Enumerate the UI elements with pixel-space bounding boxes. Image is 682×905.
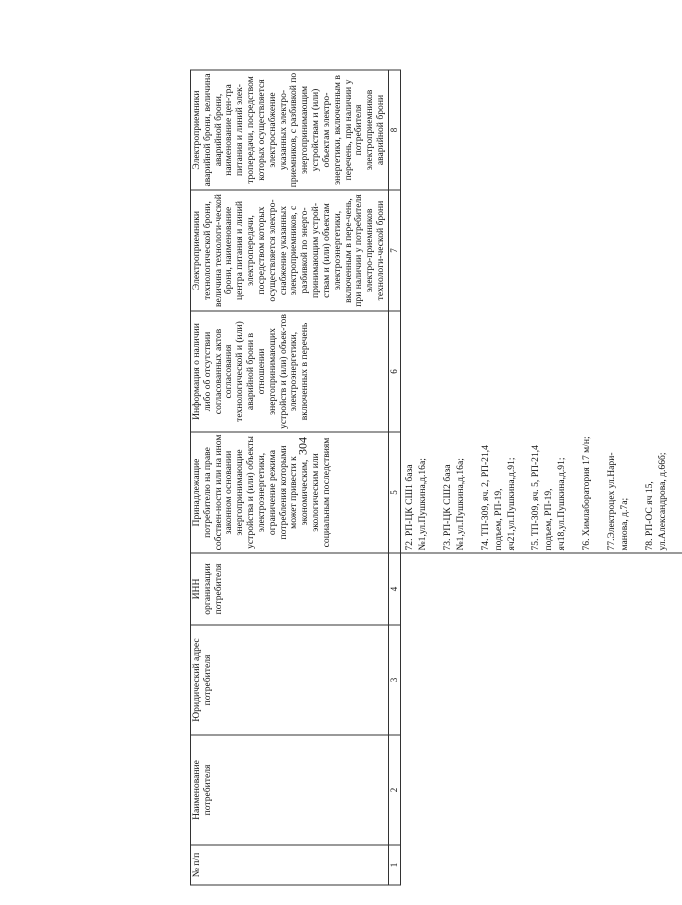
header-cell: Информация о наличии либо об отсутствии согласованных актов согласования технологической и (или) аварийной брони в отношении энергопринимающих устройств и (или) объек-тов электроэнергетики, включенных в перечень xyxy=(191,311,389,432)
consumer-table xyxy=(190,70,682,886)
column-number: 7 xyxy=(388,190,400,311)
column-number-row xyxy=(388,70,400,885)
header-cell: Наименование потребителя xyxy=(191,735,389,845)
page-number: 304 xyxy=(295,437,310,455)
list-item: 73. РП-ЦК СШ2 база №1,ул.Пушкина,д.16а; xyxy=(441,458,466,551)
equipment-cell xyxy=(400,432,682,553)
column-number: 8 xyxy=(388,70,400,190)
rotated-table-container xyxy=(190,71,669,886)
header-cell: Электроприемники аварийной брони, величина аварийной брони, наименование цен-тра питания и линий элек-тропередачи, посредством которых осуществляется электроснабжение указанных электро-приемников, с разбивкой по энергопринимающим устройствам и (или) объектам электро-энергетики, включенным в перечень, при наличии у потребителя электроприемников аварийной брони xyxy=(191,70,389,190)
list-item: 75. ТП-309, яч. 5, РП-21,4 подъем, РП-19, яч18,ул.Пушкина,д.91; xyxy=(530,445,568,551)
list-item: 77.Электроцех ул.Нари-манова, д.7а; xyxy=(606,452,631,551)
list-item: 74. ТП-309, яч. 2, РП-21,4 подъем, РП-19, яч21,ул.Пушкина,д.91; xyxy=(479,445,517,551)
list-item: 78. РП-ОС яч 15, ул.Александрова, д.66б; xyxy=(644,452,669,551)
list-item: 76. Химлаборатория 17 м/н; xyxy=(581,436,593,551)
header-cell: Принадлежащие потребителю на праве собствен-ности или на ином законном основании энергопринимающие устройства и (или) объекты электроэнергетики, ограничение режима потребления которыми может привести к экономическим, экологическим или социальным последствиям xyxy=(191,432,389,553)
column-number: 3 xyxy=(388,625,400,735)
header-row xyxy=(191,70,389,885)
header-cell: № п/п xyxy=(191,845,389,885)
column-number: 6 xyxy=(388,311,400,432)
list-item: 72. РП-ЦК СШ1 база №1,ул.Пушкина,д.16а; xyxy=(403,458,428,551)
column-number: 5 xyxy=(388,432,400,553)
header-cell: Юридический адрес потребителя xyxy=(191,625,389,735)
data-row xyxy=(400,70,682,885)
header-cell: ИНН организации потребителя xyxy=(191,553,389,625)
column-number: 4 xyxy=(388,553,400,625)
header-cell: Электроприемники технологической брони, величина технологи-ческой брони, наименование центра питания и линий электропередачи, посредством которых осуществляется электро-снабжение указанных электроприемников, с разбивкой по энерго-принимающим устрой-ствам и (или) объектам электроэнергетики, включенным в пере-чень, при наличии у потребителя электро-приемников технологи-ческой брони xyxy=(191,190,389,311)
column-number: 1 xyxy=(388,845,400,885)
column-number: 2 xyxy=(388,735,400,845)
